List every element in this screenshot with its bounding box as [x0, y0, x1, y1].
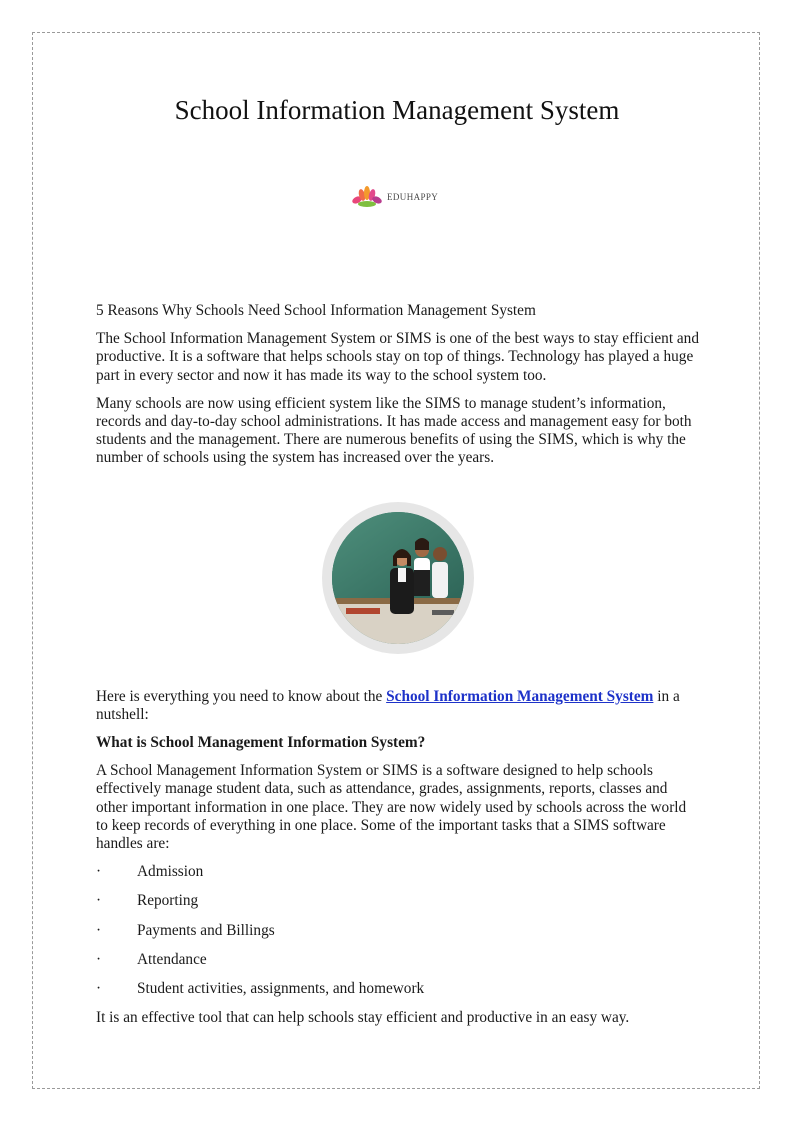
bullet: · — [96, 892, 102, 910]
subtitle: 5 Reasons Why Schools Need School Information Management System — [96, 302, 536, 319]
page-title: School Information Management System — [174, 95, 620, 125]
sims-link[interactable]: School Information Management System — [386, 687, 654, 705]
eduhappy-logo — [350, 184, 450, 210]
teachers-photo-frame — [322, 502, 474, 654]
list-item — [96, 863, 700, 881]
intro-paragraph — [96, 688, 700, 724]
teachers-photo — [332, 512, 464, 644]
paragraph-1: The School Information Management System or SIMS is one of the best ways to stay efficient and productive. It is a software that helps schools stay on top of things. Technology has played a huge part in every sector and now it has made its way to the school system too. — [96, 330, 699, 384]
list-item — [96, 980, 700, 998]
list-item-text: Attendance — [137, 950, 207, 968]
paragraph-2: Many schools are now using efficient system like the SIMS to manage student’s information, records and day-to-day school administrations. It has made access and management easy for both students and the management. There are numerous benefits of using the SIMS, which is why the number of schools using the system has increased over the years. — [96, 394, 692, 467]
list-item — [96, 892, 700, 910]
list-item-text: Payments and Billings — [137, 921, 275, 939]
lotus-flower-icon — [350, 185, 384, 209]
bullet: · — [96, 863, 102, 881]
list-item-text: Admission — [137, 863, 204, 881]
teachers-illustration — [332, 512, 464, 644]
bullet: · — [96, 950, 102, 968]
list-item-text: Reporting — [137, 892, 199, 910]
closing-paragraph: It is an effective tool that can help schools stay efficient and productive in an easy way. — [96, 1009, 630, 1027]
bullet: · — [96, 980, 102, 998]
paragraph-3: A School Management Information System or SIMS is a software designed to help schools effectively manage student data, such as attendance, grades, assignments, reports, classes and other important information in one place. They are now widely used by schools across the world to keep records of everything in one place. Some of the important tasks that a SIMS software handles are: — [96, 762, 687, 853]
list-item — [96, 951, 700, 969]
tasks-list — [96, 863, 700, 998]
list-item-text: Student activities, assignments, and homework — [137, 980, 425, 998]
intro-text: Here is everything you need to know about the — [96, 687, 387, 705]
section-heading: What is School Management Information System? — [96, 734, 426, 752]
article-body — [96, 302, 700, 1037]
intro-text-end: in a nutshell: — [96, 687, 680, 723]
bullet: · — [96, 921, 102, 939]
list-item — [96, 922, 700, 940]
logo-text: EDUHAPPY — [387, 192, 439, 202]
